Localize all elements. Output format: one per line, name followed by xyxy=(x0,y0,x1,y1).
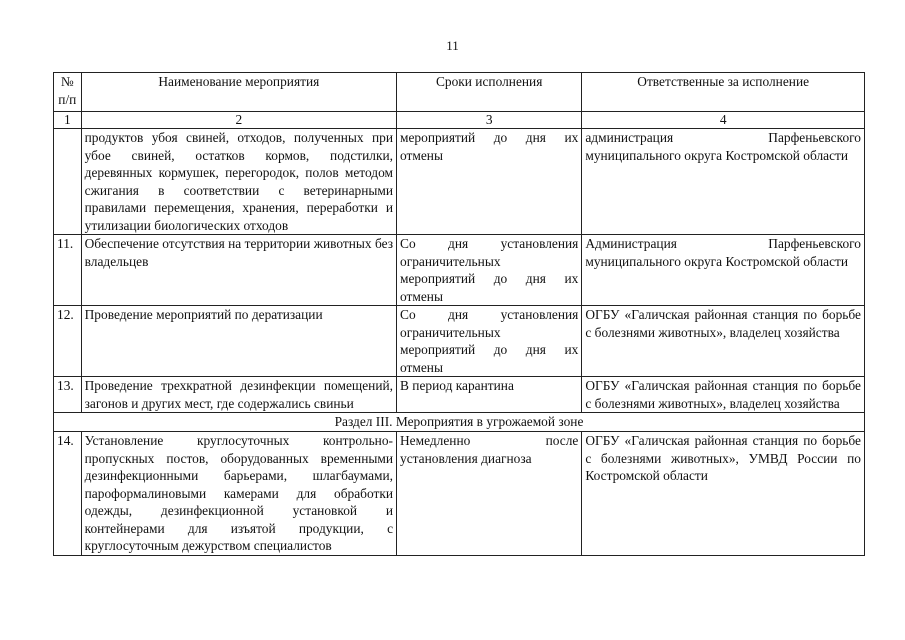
measure-responsible: ОГБУ «Галичская районная станция по борьбе с болезнями животных», владелец хозяйства xyxy=(582,306,865,377)
measure-name: Обеспечение отсутствия на территории животных без владельцев xyxy=(81,235,396,306)
measure-responsible: ОГБУ «Галичская районная станция по борьбе с болезнями животных», УМВД России по Костромской области xyxy=(582,432,865,556)
table-row xyxy=(54,432,865,556)
row-number: 14. xyxy=(54,432,82,556)
measure-term: мероприятий до дня их отмены xyxy=(397,129,582,235)
header-term: Сроки исполнения xyxy=(397,73,582,112)
section-title: Раздел III. Мероприятия в угрожаемой зоне xyxy=(54,413,865,432)
header-row xyxy=(54,73,865,112)
measure-term: В период карантина xyxy=(397,377,582,413)
header-name: Наименование мероприятия xyxy=(81,73,396,112)
column-index: 3 xyxy=(397,112,582,129)
row-number xyxy=(54,129,82,235)
section-row xyxy=(54,413,865,432)
row-number: 12. xyxy=(54,306,82,377)
row-number: 13. xyxy=(54,377,82,413)
measures-table xyxy=(53,72,865,556)
measure-name: Проведение мероприятий по дератизации xyxy=(81,306,396,377)
table-row xyxy=(54,235,865,306)
column-index: 1 xyxy=(54,112,82,129)
row-number: 11. xyxy=(54,235,82,306)
measure-term: Со дня установления ограничительных мероприятий до дня их отмены xyxy=(397,306,582,377)
measure-term: Немедленно после установления диагноза xyxy=(397,432,582,556)
page-number: 11 xyxy=(446,38,459,53)
measure-name: Проведение трехкратной дезинфекции помещений, загонов и других мест, где содержались свиньи xyxy=(81,377,396,413)
column-index: 4 xyxy=(582,112,865,129)
table-row xyxy=(54,377,865,413)
measure-term: Со дня установления ограничительных мероприятий до дня их отмены xyxy=(397,235,582,306)
measure-name: Установление круглосуточных контрольно-пропускных постов, оборудованных временными дезинфекционными барьерами, шлагбаумами, пароформалиновыми камерами для обработки одежды, дезинфекционной установкой и контейнерами для изъятой продукции, с круглосуточным дежурством специалистов xyxy=(81,432,396,556)
column-index: 2 xyxy=(81,112,396,129)
header-number: № п/п xyxy=(54,73,82,112)
measure-name: продуктов убоя свиней, отходов, полученных при убое свиней, остатков кормов, подстилки, деревянных кормушек, перегородок, полов методом сжигания в соответствии с ветеринарными правилами перемещения, хранения, переработки и утилизации биологических отходов xyxy=(81,129,396,235)
measure-responsible: ОГБУ «Галичская районная станция по борьбе с болезнями животных», владелец хозяйства xyxy=(582,377,865,413)
measure-responsible: администрация Парфеньевского муниципального округа Костромской области xyxy=(582,129,865,235)
measure-responsible: Администрация Парфеньевского муниципального округа Костромской области xyxy=(582,235,865,306)
table-row xyxy=(54,306,865,377)
header-responsible: Ответственные за исполнение xyxy=(582,73,865,112)
table-row xyxy=(54,129,865,235)
column-index-row xyxy=(54,112,865,129)
